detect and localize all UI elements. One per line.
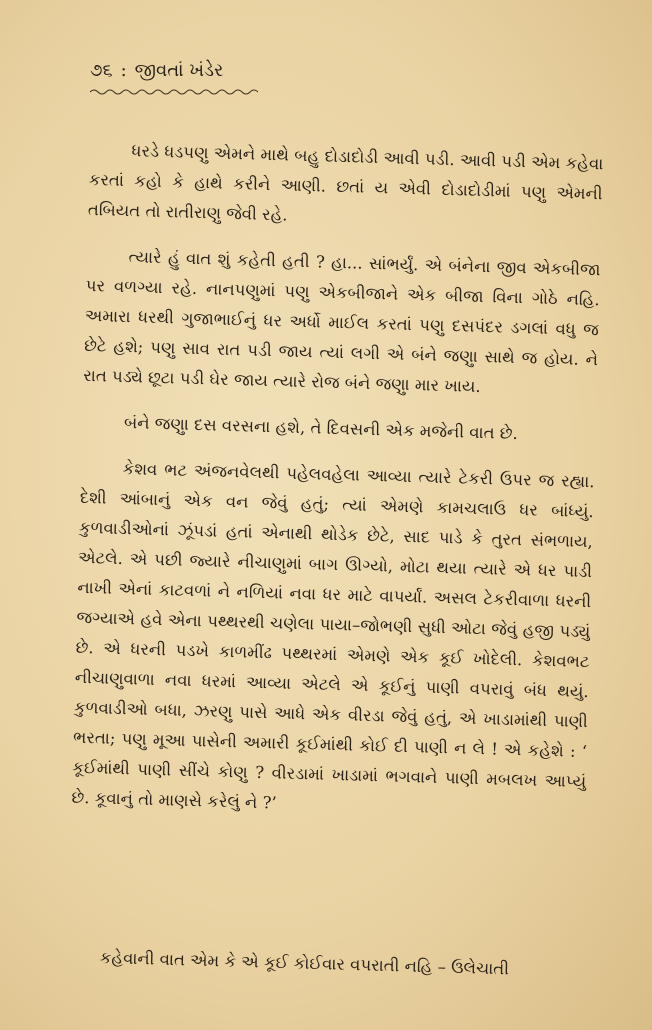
- chapter-header: [90, 60, 604, 81]
- paragraph-4: કેશવ ભટ અંજનવેલથી પહેલવહેલા આવ્યા ત્યારે ટેકરી ઉપર જ રહ્યા. દેશી આંબાનું એક વન જેવું હતું; ત્યાં એમણે કામચલાઉ ધર બાંધ્યું. કુળવાડીઓનાં ઝૂંપડાં હતાં એનાથી થોડેક છેટે, સાદ પાડે કે તુરત સંભળાય, એટલે. એ પછી જ્યારે નીચાણુમાં બાગ ઊગ્યો, મોટા થયા ત્યારે એ ધર પાડી નાખી એનાં કાટવળાં ને નળિયાં નવા ધર માટે વાપર્યાં. અસલ ટેકરીવાળા ધરની જગ્યાએ હવે એના પથ્થરથી ચણેલા પાયા–જોભણી સુધી ઓટા જેવું હજી પડ્યું છે. એ ધરની પડખે કાળમીંઢ પથ્થરમાં એમણે એક કૂઈ ખોદેલી. કેશવભટ નીચાણુવાળા નવા ધરમાં આવ્યા એટલે એ કૂઈનું પાણી વપરાવું બંધ થયું. કુળવાડીઓ બધા, ઝરણુ પાસે આધે એક વીરડા જેવું હતું, એ ખાડામાંથી પાણી ભરતા; પણુ મૂઆ પાસેની અમારી કૂઈમાંથી કોઈ દી પાણી ન લે ! એ કહેશે : ‘ કૂઈમાંથી પાણી સીંચે કોણુ ? વીરડામાં ખાડામાં ભગવાને પાણી મબલખ આપ્યું છે. કૂવાનું તો માણસે કરેલું ને ?’: [71, 459, 595, 813]
- chapter-title: જીવતાં ખંડેર: [134, 60, 224, 81]
- body-text: [71, 135, 604, 827]
- chapter-separator: :: [120, 60, 127, 81]
- wavy-underline-icon: [90, 87, 258, 97]
- chapter-number: ૭૬: [90, 60, 113, 81]
- paragraph-1: ધરડે ધડપણુ એમને માથે બહુ દોડાદોડી આવી પડી. આવી પડી એમ કહેવા કરતાં કહો કે હાથે કરીને આણી. છતાં ય એવી દોડાદોડીમાં પણુ એમની તબિયત તો રાતીરાણુ જેવી રહે.: [87, 141, 604, 225]
- paragraph-2: ત્યારે હું વાત શું કહેતી હતી ? હા... સાંભર્યું. એ બંનેના જીવ એકબીજા પર વળગ્યા રહે. નાનપણુમાં પણુ એકબીજાને એક બીજા વિના ગોઠે નહિ. અમારા ધરથી ગુજાભાઈનું ધર અર્ધો માઈલ કરતાં પણુ દસપંદર ડગલાં વધુ જ છેટે હશે; પણુ સાવ રાત પડી જાય ત્યાં લગી એ બંને જણુા સાથે જ હોય. ને રાત પડ્યે છૂટા પડી ઘેર જાય ત્યારે રોજ બંને જણુા માર ખાય.: [83, 247, 601, 397]
- closing-line: કહેવાની વાત એમ કે એ કૂઈ કોઈવાર વપરાતી નહિ – ઉલેચાતી: [99, 948, 510, 979]
- paragraph-3: બંને જણુા દસ વરસના હશે, તે દિવસની એક મજેની વાત છે.: [123, 413, 519, 444]
